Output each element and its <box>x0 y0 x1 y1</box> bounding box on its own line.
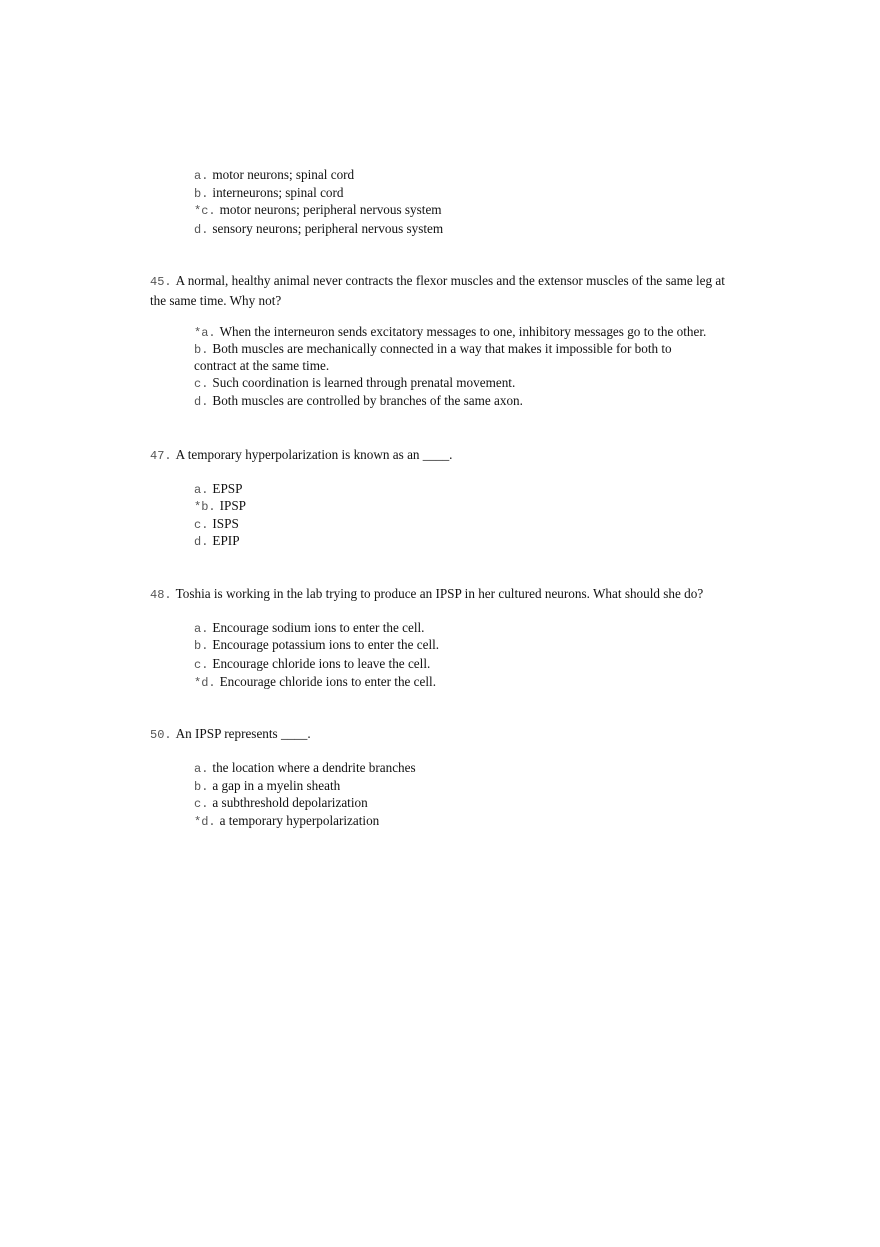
option-a: a. the location where a dendrite branches <box>194 760 416 776</box>
option-b-correct: *b. IPSP <box>194 498 247 514</box>
question-number: 45. <box>150 275 172 289</box>
option-b-continuation: contract at the same time. <box>194 358 330 373</box>
option-b: b. Encourage potassium ions to enter the cell. <box>194 637 440 653</box>
option-a: a. motor neurons; spinal cord <box>194 167 355 183</box>
option-c: c. ISPS <box>194 516 239 532</box>
question-stem: 48. Toshia is working in the lab trying to produce an IPSP in her cultured neurons. What should she do? <box>150 586 704 602</box>
option-a: a. EPSP <box>194 481 243 497</box>
question-number: 50. <box>150 728 172 742</box>
option-c-correct: *c. motor neurons; peripheral nervous system <box>194 202 442 218</box>
option-b: b. Both muscles are mechanically connected in a way that makes it impossible for both to <box>194 341 672 357</box>
option-d: d. EPIP <box>194 533 240 549</box>
option-d: d. Both muscles are controlled by branches of the same axon. <box>194 393 523 409</box>
option-c: c. Such coordination is learned through prenatal movement. <box>194 375 516 391</box>
question-number: 47. <box>150 449 172 463</box>
option-c: c. Encourage chloride ions to leave the cell. <box>194 656 431 672</box>
option-a: a. Encourage sodium ions to enter the cell. <box>194 620 425 636</box>
option-b: b. interneurons; spinal cord <box>194 185 344 201</box>
question-number: 48. <box>150 588 172 602</box>
option-d-correct: *d. Encourage chloride ions to enter the cell. <box>194 674 437 690</box>
option-b: b. a gap in a myelin sheath <box>194 778 341 794</box>
question-stem: 45. A normal, healthy animal never contracts the flexor muscles and the extensor muscles of the same leg at the same time. Why not? <box>150 273 725 308</box>
option-a-correct: *a. When the interneuron sends excitatory messages to one, inhibitory messages go to the other. <box>194 324 707 340</box>
option-d-correct: *d. a temporary hyperpolarization <box>194 813 380 829</box>
option-d: d. sensory neurons; peripheral nervous system <box>194 221 444 237</box>
question-stem: 47. A temporary hyperpolarization is known as an ____. <box>150 447 453 463</box>
question-stem: 50. An IPSP represents ____. <box>150 726 311 742</box>
option-c: c. a subthreshold depolarization <box>194 795 368 811</box>
